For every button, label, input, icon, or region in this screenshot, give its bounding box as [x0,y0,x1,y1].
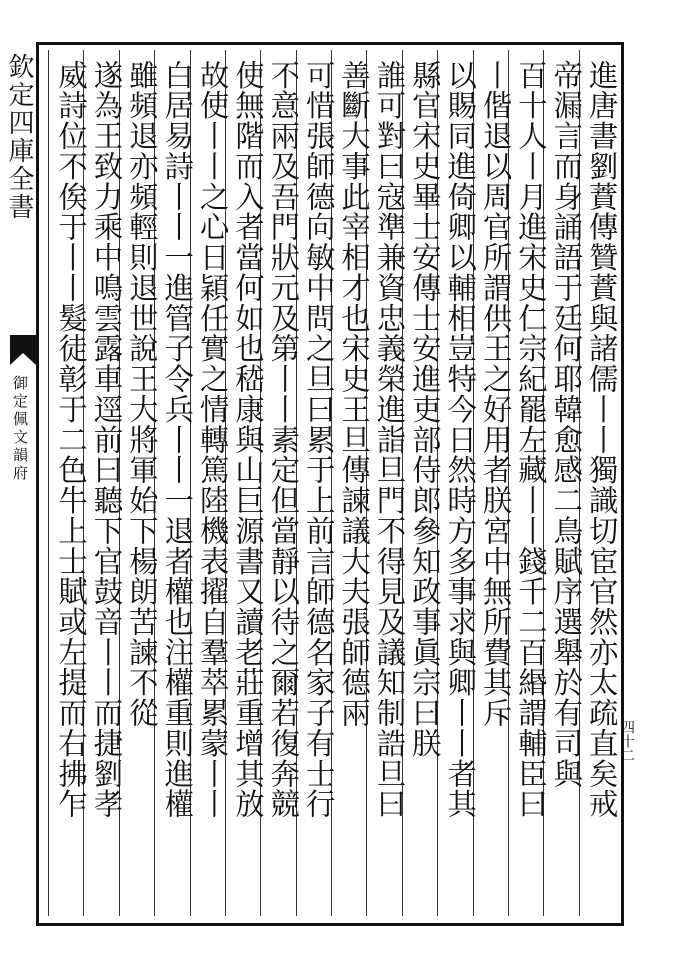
text-column [190,50,230,916]
text-column [48,50,88,916]
column-text: 進唐書劉蕡傳贊蕡與諸儒丨丨獨識切宦官然亦太疏直矣戒 [584,60,619,820]
column-text: 威詩位不俟于丨丨髮徒彰于二色牛上士賦或左提而右拂乍 [54,60,88,820]
text-column [83,50,124,916]
text-column [508,50,548,916]
column-text: 遂為王致力乘中鳴雲露車逕前曰聽下官鼓音丨丨而捷劉孝 [89,60,124,820]
fish-tail-notch-icon [10,353,36,365]
column-text: 善斷大事此宰相才也宋史王旦傳諫議大夫張師德兩 [337,60,371,729]
column-text: 雖頻退亦頻輕則退世說王大將軍始下楊朗苦諫不從 [124,60,159,729]
column-text: 不意兩及吾門狀元及第丨丨素定但當靜以待之爾若復奔競 [266,60,301,820]
text-column [119,50,159,916]
text-column [437,50,478,916]
column-text: 誰可對曰寇準兼資忠義榮進詣旦門不得見及議知制誥旦曰 [372,60,407,820]
text-column [260,50,301,916]
text-column [296,50,336,916]
running-title: 欽定四庫全書 [4,53,34,221]
column-text: 故使丨丨之心日穎任實之情轉篤陸機表擢自羣萃累蒙丨丨 [195,60,230,820]
text-column [225,50,265,916]
text-columns [48,50,619,920]
column-text: 白居易詩丨丨一進管子令兵丨丨一退者權也注權重則進權 [160,60,195,820]
text-column [154,50,195,916]
text-column [402,50,442,916]
page-number: 四十二 [619,720,635,762]
column-text: 百十人丨月進宋史仁宗紀罷左藏丨丨錢千二百緡謂輔臣曰 [513,60,548,820]
column-text: 以賜同進倚卿以輔相豈特今日然時方多事求與卿丨丨者其 [443,60,478,820]
text-column [366,50,407,916]
column-text: 帝漏言而身誦語于廷何耶韓愈感二鳥賦序選舉於有司與 [549,60,584,789]
column-text: 丨偕退以周官所謂供王之好用者朕宮中無所費其斥 [478,60,513,729]
text-column [473,50,513,916]
column-text: 縣官宋史畢士安傳士安進吏部侍郎參知政事眞宗曰朕 [407,60,442,759]
page-margin [4,45,34,923]
text-column [331,50,371,916]
fish-tail-mark-icon [10,335,36,353]
column-text: 使無階而入者當何如也嵇康與山巨源書又讀老莊重增其放 [230,60,265,820]
text-column [543,50,584,916]
column-text: 可惜張師德向敏中問之旦曰累于上前言師德名家子有士行 [301,60,336,820]
book-title: 御定佩文韻府 [11,375,29,483]
text-column [579,50,619,916]
